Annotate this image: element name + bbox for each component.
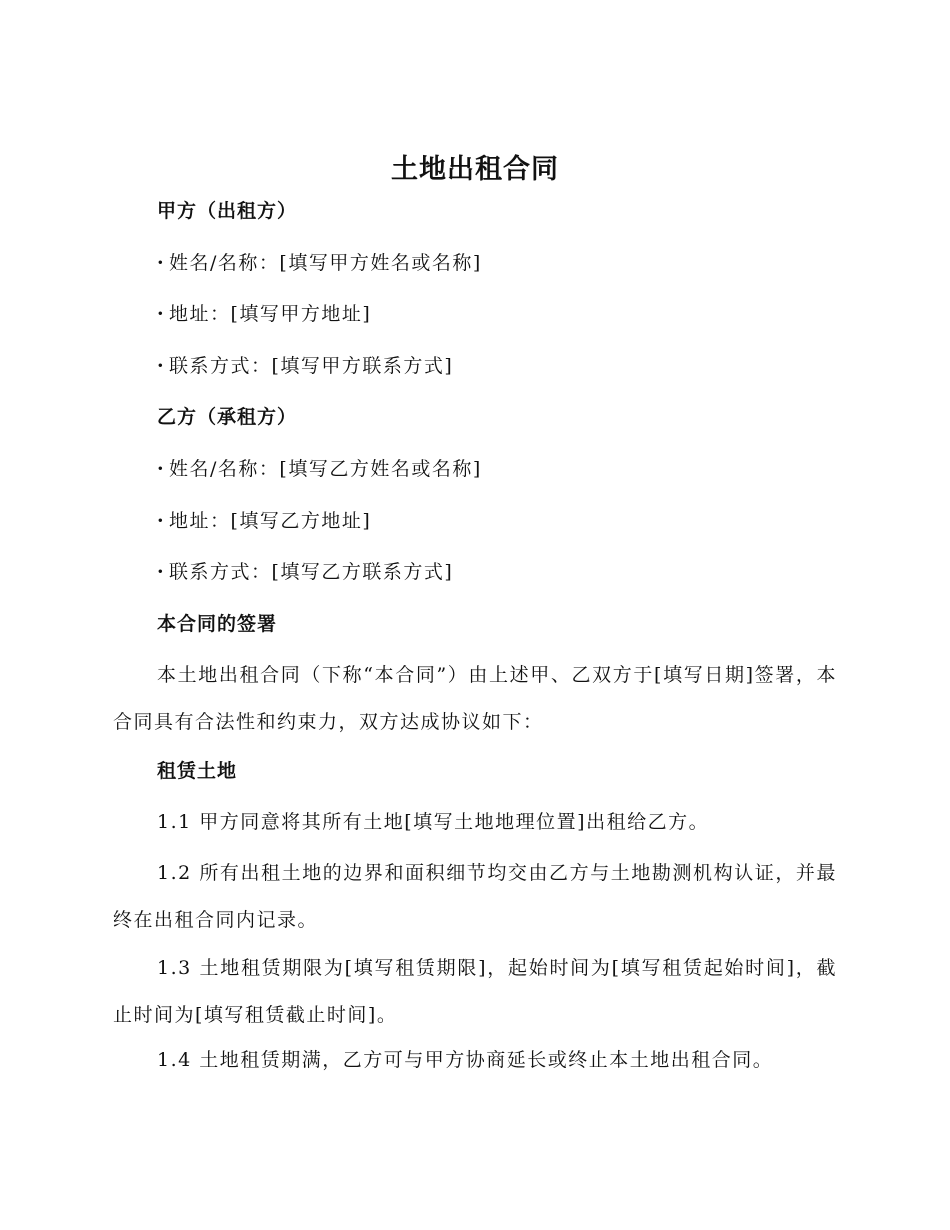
bullet-icon: · <box>157 561 166 583</box>
clause-1-4: 1.4 土地租赁期满，乙方可与甲方协商延长或终止本土地出租合同。 <box>157 1049 774 1071</box>
bullet-icon: · <box>157 303 166 325</box>
party-b-heading: 乙方（承租方） <box>157 406 298 428</box>
party-a-address-item <box>157 299 371 329</box>
party-a-address-text: 地址：[填写甲方地址] <box>169 303 372 325</box>
party-b-name-text: 姓名/名称：[填写乙方姓名或名称] <box>169 458 482 480</box>
lease-land-heading: 租赁土地 <box>157 760 238 782</box>
bullet-icon: · <box>157 458 166 480</box>
party-a-name-text: 姓名/名称：[填写甲方姓名或名称] <box>169 252 482 274</box>
clause-1-2: 1.2 所有出租土地的边界和面积细节均交由乙方与土地勘测机构认证，并最终在出租合同内记录。 <box>113 862 837 931</box>
party-b-contact-item <box>157 557 453 587</box>
bullet-icon: · <box>157 355 166 377</box>
bullet-icon: · <box>157 510 166 532</box>
clause-1-3: 1.3 土地租赁期限为[填写租赁期限]，起始时间为[填写租赁起始时间]，截止时间为[填写租赁截止时间]。 <box>113 957 837 1026</box>
party-b-contact-text: 联系方式：[填写乙方联系方式] <box>169 561 454 583</box>
party-b-name-item <box>157 454 482 484</box>
party-a-contact-text: 联系方式：[填写甲方联系方式] <box>169 355 454 377</box>
document-title: 土地出租合同 <box>391 154 559 185</box>
signing-paragraph: 本土地出租合同（下称“本合同”）由上述甲、乙双方于[填写日期]签署，本合同具有合法性和约束力，双方达成协议如下： <box>113 664 837 733</box>
party-b-address-item <box>157 506 371 536</box>
party-b-address-text: 地址：[填写乙方地址] <box>169 510 372 532</box>
bullet-icon: · <box>157 252 166 274</box>
signing-heading: 本合同的签署 <box>157 613 278 635</box>
party-a-heading: 甲方（出租方） <box>157 200 298 222</box>
party-a-name-item <box>157 248 482 278</box>
clause-1-1: 1.1 甲方同意将其所有土地[填写土地地理位置]出租给乙方。 <box>157 811 710 833</box>
party-a-contact-item <box>157 351 453 381</box>
